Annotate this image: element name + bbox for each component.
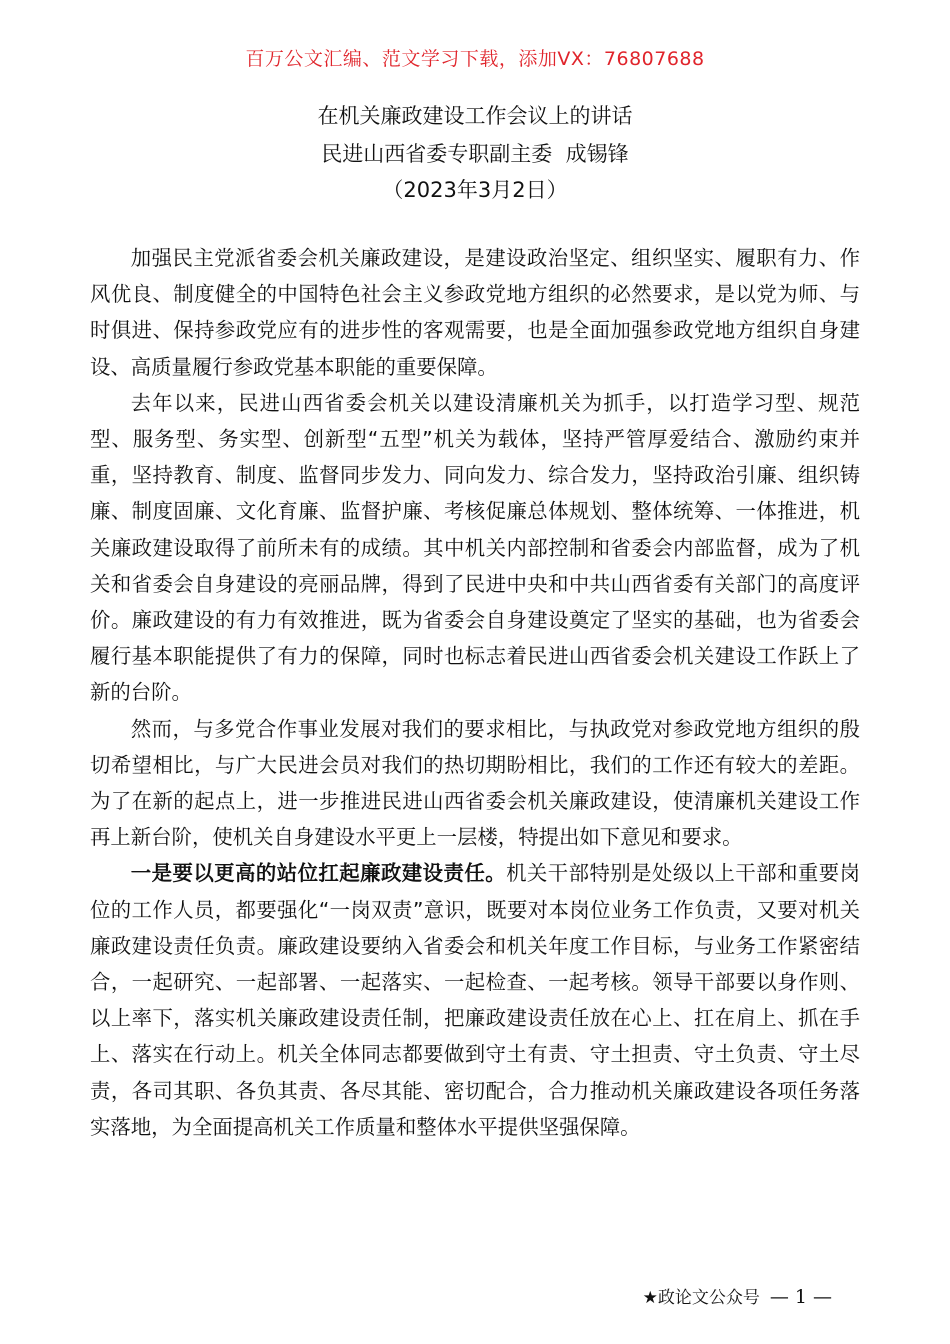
paragraph-text: 加强民主党派省委会机关廉政建设，是建设政治坚定、组织坚实、履职有力、作风优良、制度健全的中国特色社会主义参政党地方组织的必然要求，是以党为师、与时俱进、保持参政党应有的进步性的客观需要，也是全面加强参政党地方组织自身建设、高质量履行参政党基本职能的重要保障。: [90, 246, 860, 379]
paragraph: [90, 855, 860, 1145]
speech-body: [90, 240, 860, 1145]
footer-source: ★政论文公众号: [642, 1288, 760, 1308]
paragraph: [90, 240, 860, 385]
paragraph-text: 去年以来，民进山西省委会机关以建设清廉机关为抓手，以打造学习型、规范型、服务型、务实型、创新型“五型”机关为载体，坚持严管厚爱结合、激励约束并重，坚持教育、制度、监督同步发力、同向发力、综合发力，坚持政治引廉、组织铸廉、制度固廉、文化育廉、监督护廉、考核促廉总体规划、整体统筹、一体推进，机关廉政建设取得了前所未有的成绩。其中机关内部控制和省委会内部监督，成为了机关和省委会自身建设的亮丽品牌，得到了民进中央和中共山西省委有关部门的高度评价。廉政建设的有力有效推进，既为省委会自身建设奠定了坚实的基础，也为省委会履行基本职能提供了有力的保障，同时也标志着民进山西省委会机关建设工作跃上了新的台阶。: [90, 390, 860, 705]
speaker-line: 民进山西省委专职副主委 成锡锋: [321, 142, 629, 166]
paragraph-text: 然而，与多党合作事业发展对我们的要求相比，与执政党对参政党地方组织的殷切希望相比，与广大民进会员对我们的热切期盼相比，我们的工作还有较大的差距。为了在新的起点上，进一步推进民进山西省委会机关廉政建设，使清廉机关建设工作再上新台阶，使机关自身建设水平更上一层楼，特提出如下意见和要求。: [90, 716, 860, 850]
paragraph: [90, 385, 860, 711]
page-footer: [643, 1283, 832, 1308]
paragraph: [90, 711, 860, 856]
page-number: — 1 —: [769, 1286, 832, 1308]
speech-date: （2023年3月2日）: [382, 178, 568, 202]
speech-title: 在机关廉政建设工作会议上的讲话: [317, 104, 633, 128]
paragraph-text: 机关干部特别是处级以上干部和重要岗位的工作人员，都要强化“一岗双责”意识，既要对本岗位业务工作负责，又要对机关廉政建设责任负责。廉政建设要纳入省委会和机关年度工作目标，与业务工作紧密结合，一起研究、一起部署、一起落实、一起检查、一起考核。领导干部要以身作则、以上率下，落实机关廉政建设责任制，把廉政建设责任放在心上、扛在肩上、抓在手上、落实在行动上。机关全体同志都要做到守土有责、守土担责、守土负责、守土尽责，各司其职、各负其责、各尽其能、密切配合，合力推动机关廉政建设各项任务落实落地，为全面提高机关工作质量和整体水平提供坚强保障。: [90, 861, 861, 1139]
promo-banner: 百万公文汇编、范文学习下载，添加VX：76807688: [245, 48, 705, 70]
paragraph-lead: 一是要以更高的站位扛起廉政建设责任。: [130, 861, 507, 886]
